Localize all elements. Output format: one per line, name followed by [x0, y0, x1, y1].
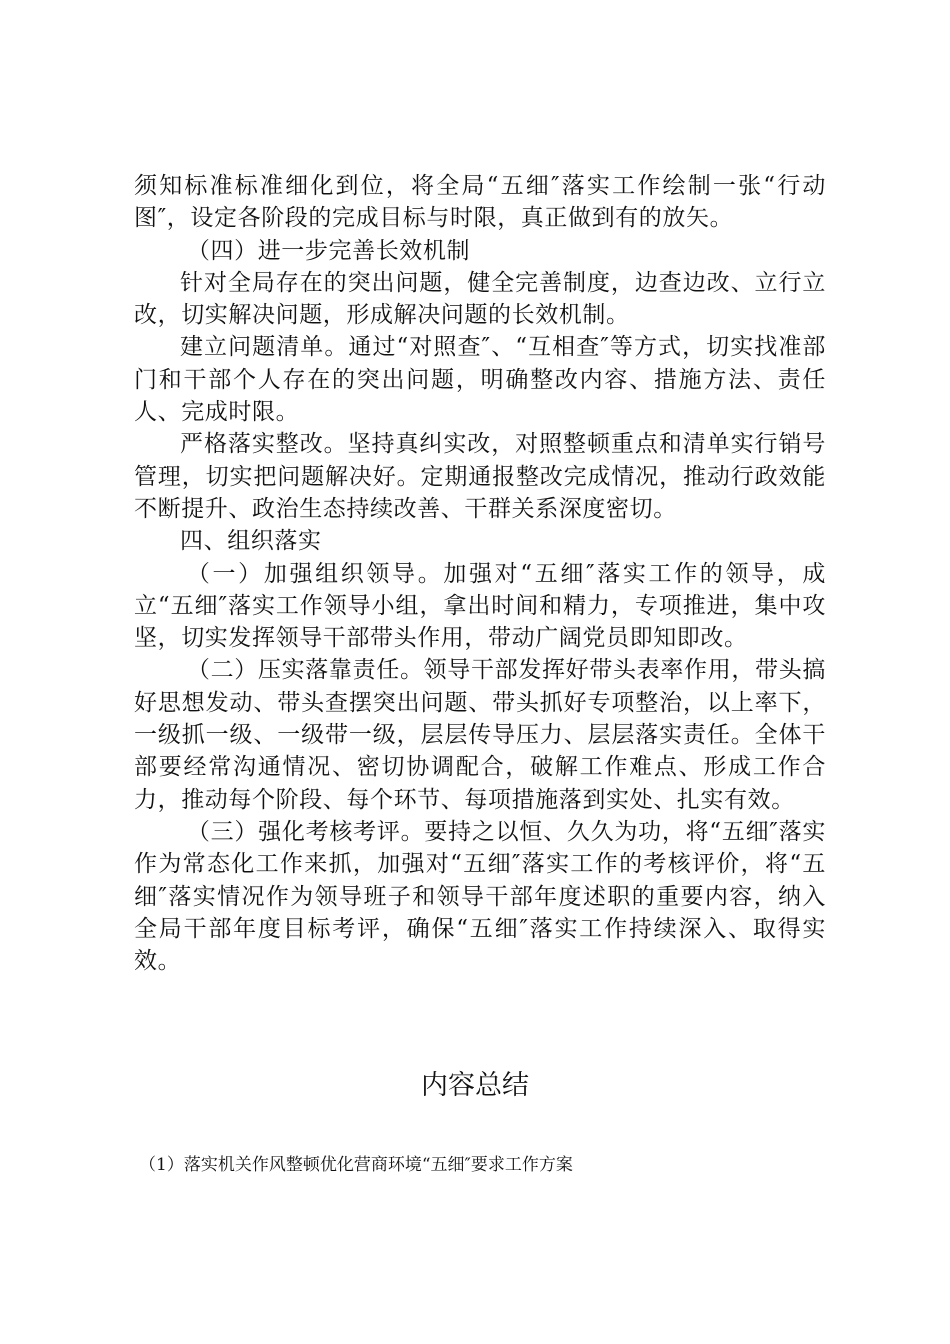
- paragraph: 建立问题清单。通过“对照查″、“互相查″等方式，切实找准部门和干部个人存在的突出问题，明确整改内容、措施方法、责任人、完成时限。: [134, 334, 826, 426]
- paragraph-continuation: 须知标准标准细化到位，将全局“五细″落实工作绘制一张“行动图″，设定各阶段的完成目标与时限，真正做到有的放矢。: [134, 173, 826, 232]
- paragraph: 针对全局存在的突出问题，健全完善制度，边查边改、立行立改，切实解决问题，形成解决问题的长效机制。: [134, 269, 826, 329]
- section-heading-4: （四）进一步完善长效机制: [186, 237, 471, 264]
- summary-item: （1）落实机关作风整顿优化营商环境“五细″要求工作方案: [139, 1155, 573, 1175]
- paragraph: （三）强化考核考评。要持之以恒、久久为功，将“五细″落实作为常态化工作来抓，加强对“五细″落实工作的考核评价，将“五细″落实情况作为领导班子和领导干部年度述职的重要内容，纳入全局干部年度目标考评，确保“五细″落实工作持续深入、取得实效。: [134, 818, 826, 975]
- document-body: [134, 170, 826, 977]
- section-heading-organization: 四、组织落实: [180, 528, 322, 555]
- paragraph: 严格落实整改。坚持真纠实改，对照整顿重点和清单实行销号管理，切实把问题解决好。定期通报整改完成情况，推动行政效能不断提升、政治生态持续改善、干群关系深度密切。: [134, 431, 826, 522]
- paragraph: （二）压实落靠责任。领导干部发挥好带头表率作用，带头搞好思想发动、带头查摆突出问题、带头抓好专项整治，以上率下，一级抓一级、一级带一级，层层传导压力、层层落实责任。全体干部要经常沟通情况、密切协调配合，破解工作难点、形成工作合力，推动每个阶段、每个环节、每项措施落到实处、扎实有效。: [134, 657, 826, 813]
- summary-title: 内容总结: [421, 1070, 529, 1101]
- paragraph: （一）加强组织领导。加强对“五细″落实工作的领导，成立“五细″落实工作领导小组，拿出时间和精力，专项推进，集中攻坚，切实发挥领导干部带头作用，带动广阔党员即知即改。: [134, 560, 826, 652]
